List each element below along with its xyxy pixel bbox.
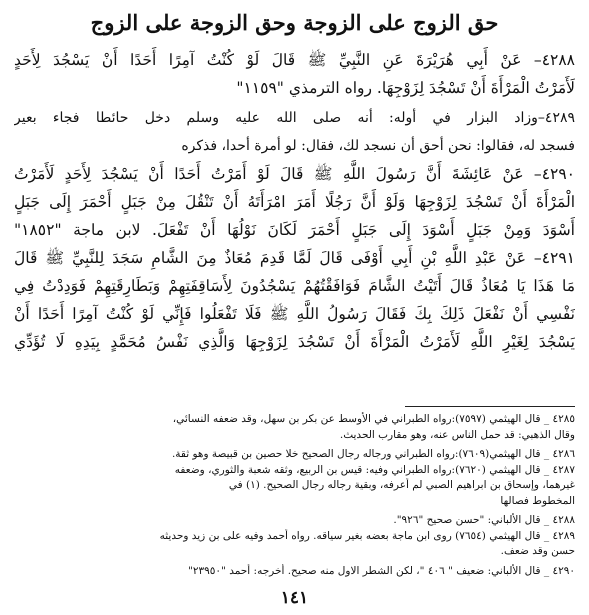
hadith-text: [14, 46, 575, 356]
text-line: يَسْجُدَ لِغَيْرِ اللَّهِ لَأَمَرْتُ الْمَرْأَةَ أَنْ تَسْجُدَ لِزَوْجِهَا وَالَّذِي نَفْسُ مُحَمَّدٍ بِيَدِهِ لَا تُؤَدِّي: [14, 333, 575, 351]
footnote-line: وقال الذهبي: قد حمل الناس عنه، وهو مقارب الحديث.: [339, 428, 575, 441]
text-line: ٤٢٨٨– عَنْ أَبِي هُرَيْرَةَ عَنِ النَّبِيِّ ﷺ قَالَ لَوْ كُنْتُ آمِرًا أَحَدًا أَنْ يَسْجُدَ لِأَحَدٍ: [14, 51, 575, 69]
text-line: أَسْوَدَ وَمِنْ جَبَلٍ أَسْوَدَ إِلَى جَبَلٍ أَحْمَرَ لَكَانَ نَوْلُهَا أَنْ تَفْعَلَ. لابن ماجة "١٨٥٢": [14, 221, 575, 239]
text-line: ٤٢٩٠– عَنْ عَائِشَةَ أَنَّ رَسُولَ اللَّهِ ﷺ قَالَ لَوْ أَمَرْتُ أَحَدًا أَنْ يَسْجُدَ لِأَحَدٍ لَأَمَرْتُ: [14, 165, 575, 183]
text-line: نَفْسِي أَنْ نَفْعَلَ ذَلِكَ بِكَ فَقَالَ رَسُولُ اللَّهِ ﷺ فَلَا تَفْعَلُوا فَإِنِّي لَوْ كُنْتُ آمِرًا أَحَدًا أَنْ: [14, 305, 575, 323]
footnote-line: ٤٢٨٦ _ قال الهيثمي(٧٦٠٩):رواه الطبراني ورجاله رجال الصحيح خلا حصين بن قبيصة وهو ثقة.: [171, 448, 575, 460]
footnote-line: ٤٢٨٩ _ قال الهيثمي (٧٦٥٤) روى ابن ماجة بعضه بغير سياقه. رواه أحمد وفيه على بن زيد وحديثه: [159, 529, 575, 542]
text-line: فسجد له، فقالوا: نحن أحق أن نسجد لك، فقال: لو أمرة أحدا، فذكره: [181, 138, 575, 154]
footnote-line: ٤٢٩٠ _ قال الألباني: ضعيف " ٤٠٦ "، لكن الشطر الاول منه صحيح. أخرجه: أحمد "٢٣٩٥٠": [187, 564, 575, 577]
page-title: حق الزوج على الزوجة وحق الزوجة على الزوج: [90, 10, 499, 35]
page-number: ١٤١: [280, 588, 309, 608]
text-line: مَا هَذَا يَا مُعَاذُ قَالَ أَتَيْتُ الشَّامَ فَوَافَقْتُهُمْ يَسْجُدُونَ لِأَسَاقِفَتِهِمْ وَبَطَارِقَتِهِمْ فَوَدِدْتُ فِي: [14, 277, 575, 295]
footnote-line: حسن وقد ضعف.: [500, 545, 575, 557]
footnote-line: المخطوط فصالها: [500, 494, 575, 507]
footnote-line: غيرهما، وإسحاق بن ابراهيم الصبي لم أعرفه، وبقية رجاله رجال الصحيح. (١) في: [228, 479, 575, 491]
footnote-line: ٤٢٨٨ _ قال الألباني: "حسن صحيح "٩٢٦".: [393, 514, 575, 526]
text-line: لَأَمَرْتُ الْمَرْأَةَ أَنْ تَسْجُدَ لِزَوْجِهَا. رواه الترمذي "١١٥٩": [236, 79, 575, 97]
footnote-separator: [405, 406, 575, 407]
text-line: ٤٢٨٩–وزاد البزار في أوله: أنه صلى الله عليه وسلم دخل حائطا فجاء بعير: [14, 110, 575, 126]
text-line: الْمَرْأَةَ أَنْ تَسْجُدَ لِزَوْجِهَا وَلَوْ أَنَّ رَجُلًا أَمَرَ امْرَأَتَهُ أَنْ تَنْقُلَ مِنْ جَبَلٍ أَحْمَرَ إِلَى جَبَلٍ: [14, 193, 575, 211]
text-line: ٤٢٩١– عَنْ عَبْدِ اللَّهِ بْنِ أَبِي أَوْفَى قَالَ لَمَّا قَدِمَ مُعَاذٌ مِنَ الشَّامِ سَجَدَ لِلنَّبِيِّ ﷺ قَالَ: [14, 249, 575, 267]
footnote-line: ٤٢٨٧ _ قال الهيثمي (٧٦٢٠):رواه الطبراني وفيه: قيس بن الربيع، وثقه شعبة والثوري، وضعفه: [174, 463, 575, 476]
footnotes: [14, 412, 575, 579]
footnote-line: ٤٢٨٥ _ قال الهيثمي (٧٥٩٧):رواه الطبراني في الأوسط عن بكر بن سهل، وقد ضعفه النسائي،: [172, 413, 575, 425]
